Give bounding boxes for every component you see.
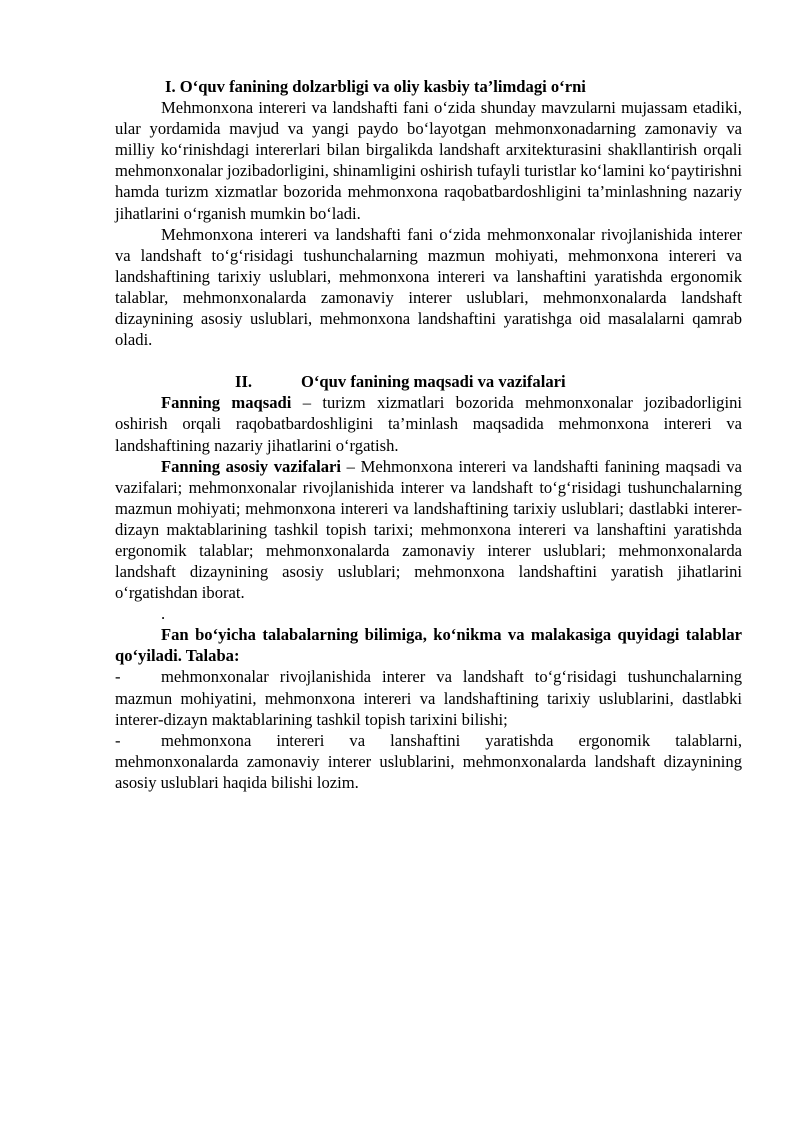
stray-dot: . — [161, 604, 166, 624]
section-1-number: I. — [165, 77, 176, 96]
section-1-heading — [115, 76, 742, 97]
tasks-text: – Mehmonxona intereri va landshafti fanining maqsadi va vazifalari; mehmonxonalar rivojlanishida interer va landshaft to‘g‘risidagi tushunchalarning mazmun mohiyati; mehmonxona intereri va landshaftining tarixiy uslublari; dastlabki interer-dizayn maktablarining tashkil topish tarixi; mehmonxona intereri va lanshaftini yaratishda ergonomik talablar; mehmonxonalarda zamonaviy interer uslublari; mehmonxonalarda landshaft dizaynining asosiy uslublari; mehmonxona landshaftini yaratish jihatlarini o‘rgatishdan iborat. — [115, 456, 742, 603]
goal-label: Fanning maqsadi — [161, 393, 292, 413]
dash-marker: - — [115, 730, 121, 750]
section-1-paragraph-1: Mehmonxona intereri va landshafti fani o‘zida shunday mavzularni mujassam etadiki, ular yordamida mavjud va yangi paydo bo‘layotgan mehmonxonadarning zamonaviy va milliy ko‘rinishdagi intererlari bilan birgalikda landshaft arxitekturasini shakllantirish orqali mehmonxonalar jozibadorligini, shinamligini oshirish tufayli turistlar ko‘lamini ko‘paytirishni hamda turizm xizmatlar bozorida mehmonxona raqobatbardoshligini ta’minlashning nazariy jihatlarini o‘rganish mumkin bo‘ladi. — [115, 98, 742, 223]
requirement-item-2-text: mehmonxona intereri va lanshaftini yaratishda ergonomik talablarni, mehmonxonalarda zamonaviy interer uslublarini, mehmonxonalarda landshaft dizaynining asosiy uslublari haqida bilishi lozim. — [115, 730, 742, 792]
dash-marker: - — [115, 667, 121, 687]
section-2-number: II. — [235, 372, 253, 392]
section-1-paragraph-2: Mehmonxona intereri va landshafti fani o‘zida mehmonxonalar rivojlanishida interer va landshaft to‘g‘risidagi tushunchalarning mazmun mohiyati, mehmonxona intereri va landshaftining tarixiy uslublari, mehmonxona intereri va lanshaftini yaratishda ergonomik talablar, mehmonxonalarda zamonaviy interer uslublari, mehmonxonalarda landshaft dizaynining asosiy uslublari, mehmonxona landshaftini yaratishga oid masalalarni qamrab oladi. — [115, 224, 742, 350]
requirement-item-1-text: mehmonxonalar rivojlanishida interer va landshaft to‘g‘risidagi tushunchalarning mazmun mohiyatini, mehmonxona intereri va landshaftining tarixiy uslublarini, dastlabki interer-dizayn maktablarining tashkil topish tarixini bilishi; — [115, 667, 742, 729]
tasks-label: Fanning asosiy vazifalari — [161, 456, 342, 476]
goal-paragraph — [115, 392, 742, 455]
tasks-paragraph — [115, 456, 742, 604]
section-2-heading — [115, 371, 742, 392]
requirement-item-2 — [115, 730, 742, 793]
goal-text: – turizm xizmatlari bozorida mehmonxonalar jozibadorligini oshirish orqali raqobatbardoshligini ta’minlash maqsadida mehmonxona intereri va landshaftining nazariy jihatlarini o‘rgatish. — [115, 393, 742, 455]
document-page — [115, 76, 742, 793]
section-2-title: O‘quv fanining maqsadi va vazifalari — [301, 372, 566, 392]
requirements-heading: Fan bo‘yicha talabalarning bilimiga, ko‘nikma va malakasiga quyidagi talablar qo‘yiladi. Talaba: — [115, 625, 742, 666]
requirement-item-1 — [115, 666, 742, 729]
section-1-title: O‘quv fanining dolzarbligi va oliy kasbiy ta’limdagi o‘rni — [179, 77, 586, 96]
